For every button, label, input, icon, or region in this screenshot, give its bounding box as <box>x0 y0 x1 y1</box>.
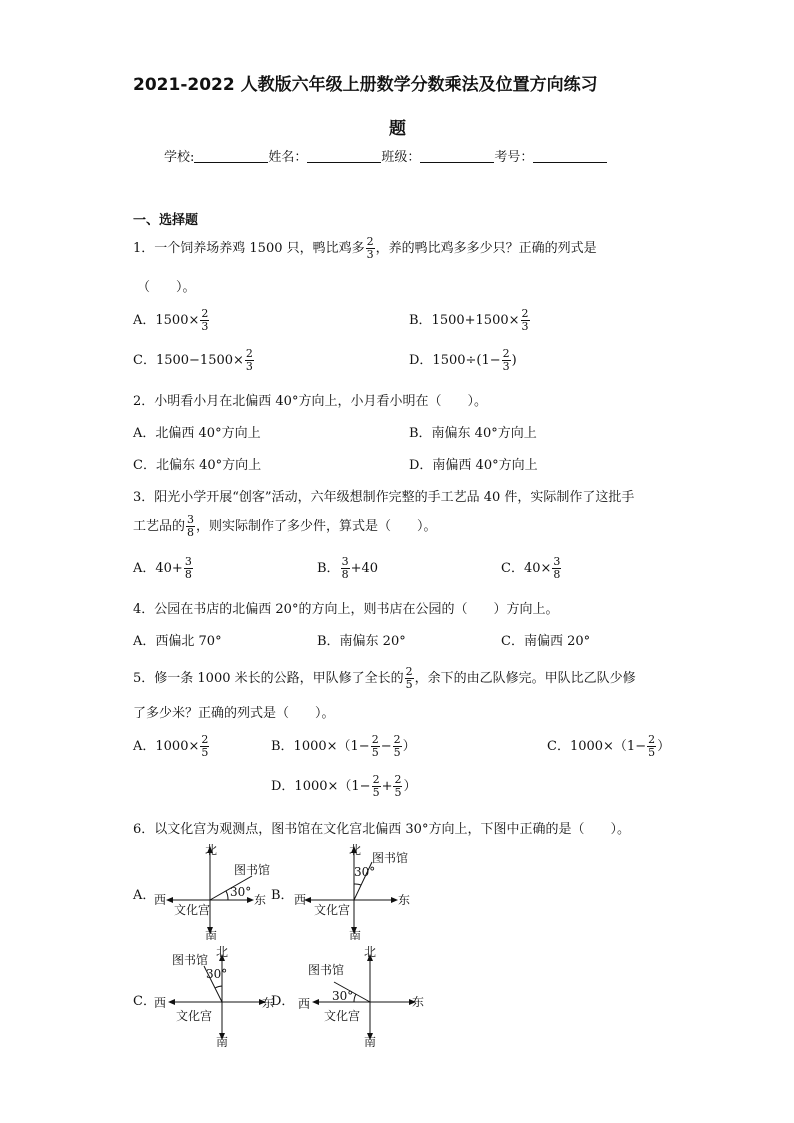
q2-option-b[interactable]: B．南偏东 40°方向上 <box>409 426 537 441</box>
east-label: 东 <box>412 995 425 1009</box>
south-label: 南 <box>349 929 362 940</box>
q5-b-den2: 5 <box>393 746 401 759</box>
q1-text-b: ，养的鸭比鸡多多少只？正确的列式是 <box>375 241 597 256</box>
q1-b-num: 2 <box>521 307 529 320</box>
class-blank[interactable] <box>420 150 494 163</box>
origin-label: 文化宫 <box>174 903 211 917</box>
q3-stem-line1: 3．阳光小学开展“创客”活动，六年级想制作完整的手工艺品 40 件，实际制作了这批手 <box>133 490 635 505</box>
angle-label: 30° <box>354 865 376 879</box>
q5-stem-line1 <box>133 666 636 691</box>
south-label: 南 <box>205 929 218 940</box>
origin-label: 文化宫 <box>314 903 351 917</box>
q3-den: 8 <box>187 526 195 539</box>
q6-stem: 6．以文化宫为观测点，图书馆在文化宫北偏西 30°方向上，下图中正确的是（ ）。 <box>133 822 630 837</box>
q3-a-den: 8 <box>184 568 192 581</box>
q3-text-b: 工艺品的 <box>133 519 186 534</box>
q3-option-b[interactable] <box>317 556 378 581</box>
q5-text-a: 5．修一条 1000 米长的公路，甲队修了全长的 <box>133 671 404 686</box>
q3-stem-line2 <box>133 514 437 539</box>
q1-d-text-a: D．1500÷(1− <box>409 353 501 368</box>
q5-option-b[interactable] <box>271 734 416 759</box>
q6-diagram-b <box>290 840 420 940</box>
east-label: 东 <box>254 893 267 907</box>
q1-option-b[interactable] <box>409 308 531 333</box>
west-label: 西 <box>294 893 307 907</box>
angle-label: 30° <box>230 885 252 899</box>
q3-c-text: C．40× <box>501 561 552 576</box>
angle-label: 30° <box>206 967 228 981</box>
q2-option-d[interactable]: D．南偏西 40°方向上 <box>409 458 538 473</box>
south-label: 南 <box>364 1035 377 1048</box>
east-label: 东 <box>398 893 411 907</box>
q1-a-num: 2 <box>201 307 209 320</box>
q3-c-den: 8 <box>553 568 561 581</box>
student-info-line <box>164 146 607 165</box>
q4-option-a[interactable]: A．西偏北 70° <box>133 634 222 649</box>
q5-a-num: 2 <box>201 733 209 746</box>
page-title-line1: 2021-2022 人教版六年级上册数学分数乘法及位置方向练习 <box>133 75 598 95</box>
south-label: 南 <box>216 1035 229 1048</box>
q1-den: 3 <box>366 248 374 261</box>
origin-label: 文化宫 <box>176 1009 213 1023</box>
q5-b-text-b: ） <box>402 739 416 754</box>
north-label: 北 <box>349 843 362 857</box>
q4-option-c[interactable]: C．南偏西 20° <box>501 634 591 649</box>
q3-option-c[interactable] <box>501 556 562 581</box>
library-label: 图书馆 <box>172 953 209 967</box>
section-heading: 一、选择题 <box>133 213 199 228</box>
q5-option-a[interactable] <box>133 734 210 759</box>
q4-stem: 4．公园在书店的北偏西 20°的方向上，则书店在公园的（ ）方向上。 <box>133 602 559 617</box>
east-label: 东 <box>262 996 275 1010</box>
q5-c-den: 5 <box>648 746 656 759</box>
q1-c-num: 2 <box>245 347 253 360</box>
q1-c-den: 3 <box>245 360 253 373</box>
q5-b-text-a: B．1000×（1− <box>271 739 370 754</box>
q1-c-text: C．1500−1500× <box>133 353 244 368</box>
north-label: 北 <box>364 945 377 959</box>
q1-fraction <box>366 236 375 261</box>
q3-b-num: 3 <box>341 555 349 568</box>
north-label: 北 <box>205 843 218 857</box>
angle-label: 30° <box>332 989 354 1003</box>
q3-b-text: B． <box>317 561 340 576</box>
q3-option-a[interactable] <box>133 556 194 581</box>
name-blank[interactable] <box>307 150 381 163</box>
q5-a-text: A．1000× <box>133 739 200 754</box>
west-label: 西 <box>298 997 311 1011</box>
q1-d-den: 3 <box>502 360 510 373</box>
west-label: 西 <box>154 893 167 907</box>
q1-b-text: B．1500+1500× <box>409 313 520 328</box>
q2-option-a[interactable]: A．北偏西 40°方向上 <box>133 426 261 441</box>
q6-diagram-a <box>150 840 280 940</box>
q5-text-b: ，余下的由乙队修完。甲队比乙队少修 <box>414 671 636 686</box>
q1-b-den: 3 <box>521 320 529 333</box>
page-title-line2: 题 <box>389 119 406 139</box>
q1-text-a: 1．一个饲养场养鸡 1500 只，鸭比鸡多 <box>133 241 365 256</box>
q5-d-text-a: D．1000×（1− <box>271 779 371 794</box>
q5-d-num1: 2 <box>372 773 380 786</box>
q3-b-text-b: +40 <box>350 561 378 576</box>
q5-stem-line2: 了多少米？正确的列式是（ ）。 <box>133 706 335 721</box>
school-label: 学校: <box>164 150 195 165</box>
q2-option-c[interactable]: C．北偏东 40°方向上 <box>133 458 262 473</box>
north-label: 北 <box>216 945 229 959</box>
q6-option-a-label[interactable]: A． <box>133 888 156 903</box>
origin-label: 文化宫 <box>324 1009 361 1023</box>
library-label: 图书馆 <box>234 863 271 877</box>
q5-a-den: 5 <box>201 746 209 759</box>
q6-option-c-label[interactable]: C． <box>133 994 156 1009</box>
q6-option-d-label[interactable]: D． <box>271 994 295 1009</box>
q5-d-den1: 5 <box>372 786 380 799</box>
q1-d-text-b: ) <box>511 353 517 368</box>
q1-option-a[interactable] <box>133 308 210 333</box>
q5-b-den1: 5 <box>371 746 379 759</box>
west-label: 西 <box>154 996 167 1010</box>
q5-c-num: 2 <box>648 733 656 746</box>
library-label: 图书馆 <box>308 963 345 977</box>
class-label: 班级： <box>381 150 421 165</box>
q3-a-text: A．40+ <box>133 561 183 576</box>
q1-a-den: 3 <box>201 320 209 333</box>
q1-a-text: A．1500× <box>133 313 200 328</box>
q5-b-num1: 2 <box>371 733 379 746</box>
q1-option-c[interactable] <box>133 348 255 373</box>
q2-stem: 2．小明看小月在北偏西 40°方向上，小月看小明在（ ）。 <box>133 394 487 409</box>
school-blank[interactable] <box>194 150 268 163</box>
q1-num: 2 <box>366 235 374 248</box>
q4-option-b[interactable]: B．南偏东 20° <box>317 634 406 649</box>
q6-diagram-d <box>290 944 430 1048</box>
q5-num: 2 <box>405 665 413 678</box>
q3-text-c: ，则实际制作了多少件，算式是（ ）。 <box>196 519 437 534</box>
q5-b-num2: 2 <box>393 733 401 746</box>
q5-c-text-b: ） <box>657 739 671 754</box>
q3-b-den: 8 <box>341 568 349 581</box>
name-label: 姓名： <box>268 150 308 165</box>
q5-d-den2: 5 <box>394 786 402 799</box>
q5-option-d[interactable] <box>271 774 417 799</box>
q3-c-num: 3 <box>553 555 561 568</box>
q1-option-d[interactable] <box>409 348 517 373</box>
q3-a-num: 3 <box>184 555 192 568</box>
library-label: 图书馆 <box>372 851 409 865</box>
q3-num: 3 <box>187 513 195 526</box>
q1-stem <box>133 236 597 261</box>
exam-no-label: 考号： <box>494 150 534 165</box>
q5-d-text-b: ） <box>403 779 417 794</box>
q1-bracket: （ ）。 <box>137 280 196 295</box>
q6-option-b-label[interactable]: B． <box>271 888 294 903</box>
q5-b-minus: − <box>380 739 392 754</box>
q5-option-c[interactable] <box>547 734 670 759</box>
q5-d-num2: 2 <box>394 773 402 786</box>
q5-den: 5 <box>405 678 413 691</box>
q6-diagram-c <box>150 944 280 1048</box>
exam-no-blank[interactable] <box>533 150 607 163</box>
q1-d-num: 2 <box>502 347 510 360</box>
q5-d-plus: + <box>381 779 393 794</box>
q5-c-text-a: C．1000×（1− <box>547 739 647 754</box>
